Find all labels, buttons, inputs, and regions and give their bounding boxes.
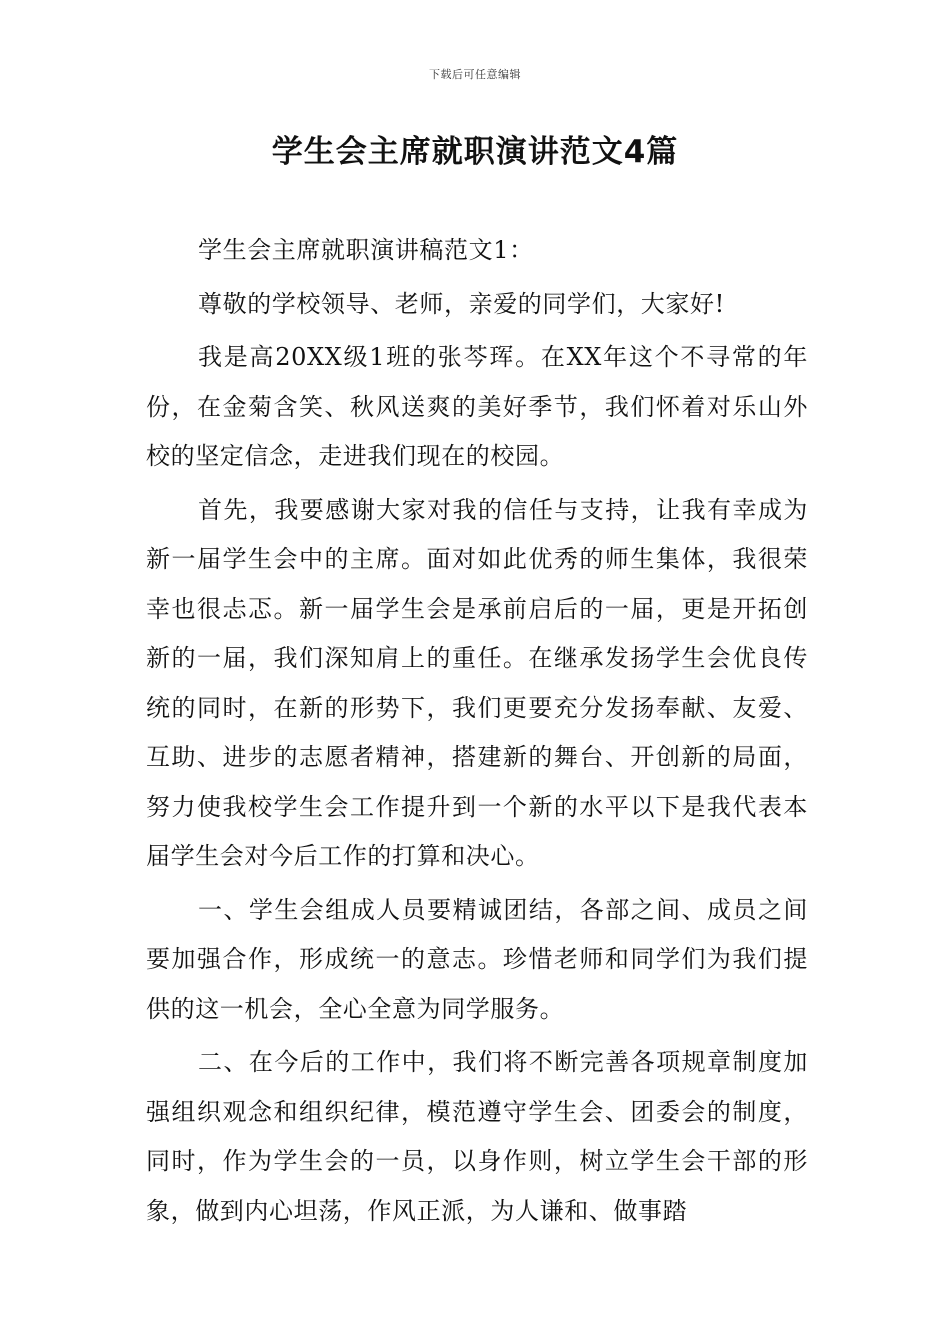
page-header-note: 下载后可任意编辑 [429,68,521,81]
paragraph-speech-heading: 学生会主席就职演讲稿范文1： [198,236,534,264]
paragraph-point-two: 二、在今后的工作中，我们将不断完善各项规章制度加强组织观念和组织纪律，模范遵守学生会、团委会的制度，同时，作为学生会的一员，以身作则，树立学生会干部的形象，做到内心坦荡，作风正派，为人谦和、做事踏 [146,1048,808,1225]
paragraph-point-one: 一、学生会组成人员要精诚团结，各部之间、成员之间要加强合作，形成统一的意志。珍惜老师和同学们为我们提供的这一机会，全心全意为同学服务。 [146,895,808,1023]
document-title: 学生会主席就职演讲范文4篇 [271,134,679,170]
paragraph-greeting: 尊敬的学校领导、老师，亲爱的同学们，大家好! [198,289,725,318]
paragraph-introduction: 我是高20XX级1班的张芩珲。在XX年这个不寻常的年份，在金菊含笑、秋风送爽的美好季节，我们怀着对乐山外校的坚定信念，走进我们现在的校园。 [146,343,808,470]
paragraph-gratitude: 首先，我要感谢大家对我的信任与支持，让我有幸成为新一届学生会中的主席。面对如此优秀的师生集体，我很荣幸也很忐忑。新一届学生会是承前启后的一届，更是开拓创新的一届，我们深知肩上的重任。在继承发扬学生会优良传统的同时，在新的形势下，我们更要充分发扬奉献、友爱、互助、进步的志愿者精神，搭建新的舞台、开创新的局面，努力使我校学生会工作提升到一个新的水平以下是我代表本届学生会对今后工作的打算和决心。 [146,495,808,870]
document-body [146,226,808,1240]
